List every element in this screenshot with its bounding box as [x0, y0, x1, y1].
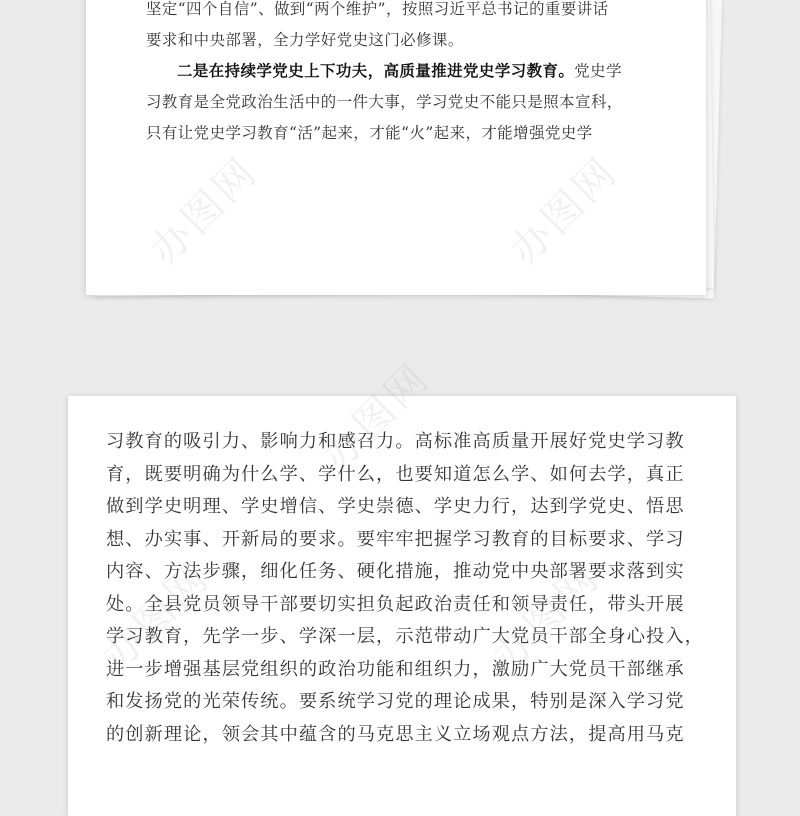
text-line: 进一步增强基层党组织的政治功能和组织力，激励广大党员干部继承 [106, 658, 685, 680]
text-line: 习教育的吸引力、影响力和感召力。高标准高质量开展好党史学习教 [106, 431, 685, 452]
text-line: 要求和中央部署，全力学好党史这门必修课。 [146, 31, 464, 49]
text-line: 做到学史明理、学史增信、学史崇德、学史力行，达到学党史、悟思 [106, 496, 685, 517]
text-line: 坚定“四个自信”、做到“两个维护”，按照习近平总书记的重要讲话 [146, 0, 609, 18]
watermark: 办图网 [313, 354, 440, 480]
text-line: 习教育是全党政治生活中的一件大事，学习党史不能只是照本宣科， [146, 93, 623, 111]
text-line [146, 56, 686, 87]
text-line: 内容、方法步骤，细化任务、硬化措施，推动党中央部署要求落到实 [106, 561, 685, 582]
text-line: 学习教育，先学一步、学深一层，示范带动广大党员干部全身心投入， [106, 626, 704, 647]
document-page-top [86, 0, 706, 295]
text-line: 处。全县党员领导干部要切实担负起政治责任和领导责任，带头开展 [106, 593, 685, 615]
text-line: 的创新理论，领会其中蕴含的马克思主义立场观点方法，提高用马克 [106, 723, 685, 745]
page-bottom-text [106, 426, 706, 751]
watermark: 办图网 [483, 554, 610, 680]
watermark: 办图网 [141, 148, 268, 274]
document-page-bottom [68, 354, 736, 816]
page-top-text [146, 0, 686, 149]
heading-continuation: 党史学 [574, 62, 622, 80]
watermark: 办图网 [93, 554, 220, 680]
text-line: 想、办实事、开新局的要求。要牢牢把握学习教育的目标要求、学习 [106, 528, 685, 550]
text-line: 只有让党史学习教育“活”起来，才能“火”起来，才能增强党史学 [146, 124, 593, 142]
text-line: 育，既要明确为什么学、学什么，也要知道怎么学、如何去学，真正 [106, 463, 685, 485]
text-line: 和发扬党的光荣传统。要系统学习党的理论成果，特别是深入学习党 [106, 691, 685, 712]
section-heading: 二是在持续学党史上下功夫，高质量推进党史学习教育。 [177, 62, 575, 80]
watermark: 办图网 [501, 148, 628, 274]
